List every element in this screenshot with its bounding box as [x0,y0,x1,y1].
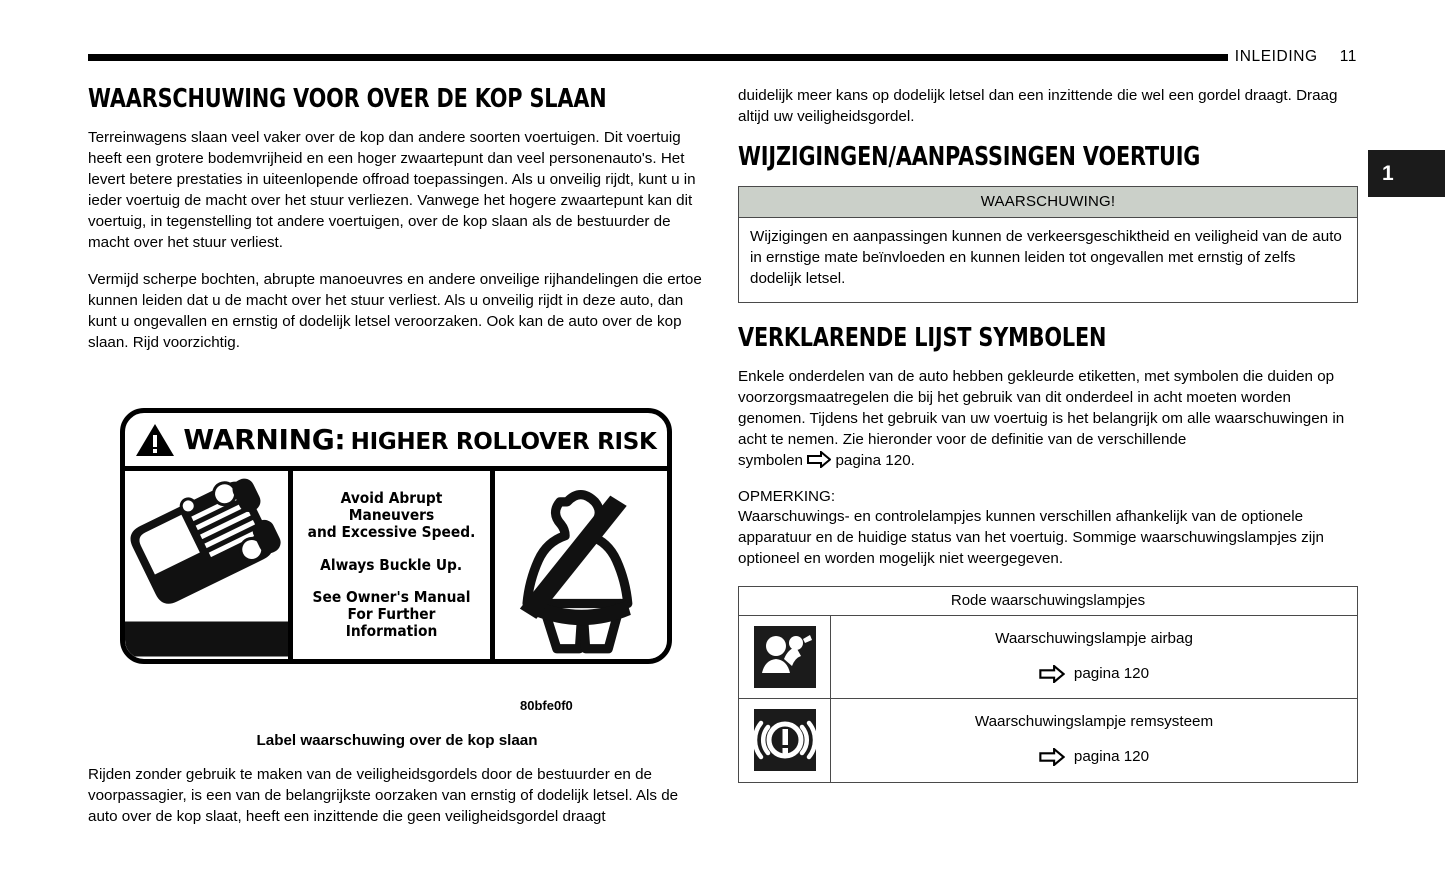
label-title-text [183,423,656,456]
chapter-tab-number: 1 [1382,161,1394,185]
airbag-warning-icon-cell [739,615,831,699]
symbols-table-header-row [739,586,1358,615]
page-reference-arrow-icon [807,451,831,468]
page-reference-arrow-icon [1039,748,1065,766]
airbag-warning-page: pagina 120 [1073,664,1150,682]
right-section-heading-symbols: VERKLARENDE LIJST SYMBOLEN [738,322,1107,353]
label-text-line-1: Avoid Abrupt Maneuvers [340,489,443,524]
rollover-label-graphic [120,408,672,664]
rollover-warning-label-figure [120,408,672,664]
label-title-bar [125,413,667,471]
page-reference-arrow-icon [1039,665,1065,683]
symbols-intro-reference [803,452,915,469]
label-text-line-5: For Further Information [345,605,438,640]
right-column [738,86,1358,783]
symbols-table-header: Rode waarschuwingslampjes [739,586,1358,615]
label-title-risk: HIGHER ROLLOVER RISK [350,429,657,455]
left-column [88,86,706,370]
airbag-warning-reference [839,663,1349,684]
left-paragraph-3: Rijden zonder gebruik te maken van de veiligheidsgordels door de bestuurder en de voorpassagier, is een van de belangrijkste oorzaken van ernstig of dodelijk letsel. Als de auto over de kop slaat, heeft een inzittende die geen veiligheidsgordel draagt [88,766,679,825]
rollover-vehicle-panel [125,471,293,659]
page-header [88,48,1357,70]
label-instruction-panel [293,471,495,659]
table-row [739,699,1358,783]
airbag-warning-description: Waarschuwingslampje airbag [995,629,1193,647]
seatbelt-panel [495,471,667,659]
label-text-line-3: Always Buckle Up. [320,555,463,574]
label-text-line-2: and Excessive Speed. [307,522,476,541]
right-continued-paragraph: duidelijk meer kans op dodelijk letsel dan een inzittende die wel een gordel draagt. Draag altijd uw veiligheidsgordel. [738,87,1338,125]
warning-callout-body: Wijzigingen en aanpassingen kunnen de verkeersgeschiktheid en veiligheid van de auto in ernstige mate beïnvloeden en kunnen leiden tot ongevallen met ernstig of zelfs dodelijk letsel. [750,227,1342,287]
brake-system-warning-icon [754,709,816,771]
left-section-heading: WAARSCHUWING VOOR OVER DE KOP SLAAN [88,84,607,114]
header-section-name: INLEIDING [1234,48,1318,65]
brake-system-warning-page: pagina 120 [1073,748,1150,766]
brake-system-warning-reference [839,746,1349,767]
symbols-table [738,586,1358,783]
symbols-intro-text: Enkele onderdelen van de auto hebben gekleurde etiketten, met symbolen die duiden op voorzorgsmaatregelen die bij het gebruik van dit onderdeel in acht moeten worden genomen. Tijdens het gebruik van uw voertuig is het belangrijk om alle waarschuwingen in acht te nemen. Zie hieronder voor de definitie van de verschillende symbolen [738,367,1345,469]
label-title-warning: WARNING: [183,423,346,456]
brake-system-warning-description-cell [831,699,1358,783]
figure-id: 80bfe0f0 [520,698,573,713]
rolling-vehicle-icon [125,471,288,659]
note-label: OPMERKING: [738,487,836,505]
label-body [125,471,667,659]
label-text-line-4: See Owner's Manual [312,588,471,607]
warning-triangle-icon [135,423,175,457]
buckled-occupant-icon [495,471,667,659]
chapter-tab [1368,150,1445,197]
symbols-intro-paragraph [738,367,1358,472]
page-number: 11 [1339,48,1357,65]
note-text: Waarschuwings- en controlelampjes kunnen verschillen afhankelijk van de optionele apparatuur en de huidige status van het voertuig. Sommige waarschuwingslampjes zijn optioneel en worden mogelijk niet weergegeven. [738,507,1324,567]
figure-caption: Label waarschuwing over de kop slaan [256,732,538,749]
right-section-heading-modifications: WIJZIGINGEN/AANPASSINGEN VOERTUIG [738,141,1201,172]
airbag-warning-icon [754,626,816,688]
table-row [739,615,1358,699]
symbols-intro-page: pagina 120. [835,451,915,469]
header-rule [88,54,1228,61]
brake-system-warning-description: Waarschuwingslampje remsysteem [974,713,1214,731]
warning-callout-box [738,186,1358,303]
left-paragraph-2: Vermijd scherpe bochten, abrupte manoeuvres en andere onveilige rijhandelingen die ertoe kunnen leiden dat u de macht over het stuur verliest. Als u onveilig rijdt in deze auto, dan kunt u ongevallen en ernstig of dodelijk letsel veroorzaken. Ook kan de auto over de kop slaan. Rijd voorzichtig. [88,270,702,351]
airbag-warning-description-cell [831,615,1358,699]
header-meta [1235,48,1357,66]
left-paragraph-1: Terreinwagens slaan veel vaker over de kop dan andere soorten voertuigen. Dit voertuig heeft een grotere bodemvrijheid en een hoger zwaartepunt dan veel personenauto's. Het levert betere prestaties in uiteenlopende offroad toepassingen. Als u onveilig rijdt, kunt u in ieder voertuig de macht over het stuur verliezen. Vanwege het hogere zwaartepunt kan dit voertuig, in tegenstelling tot andere voertuigen, over de kop slaan als de bestuurder de macht over het stuur verliest. [88,129,696,251]
warning-callout-title: WAARSCHUWING! [739,187,1357,218]
left-column-bottom [88,765,708,828]
brake-system-warning-icon-cell [739,699,831,783]
